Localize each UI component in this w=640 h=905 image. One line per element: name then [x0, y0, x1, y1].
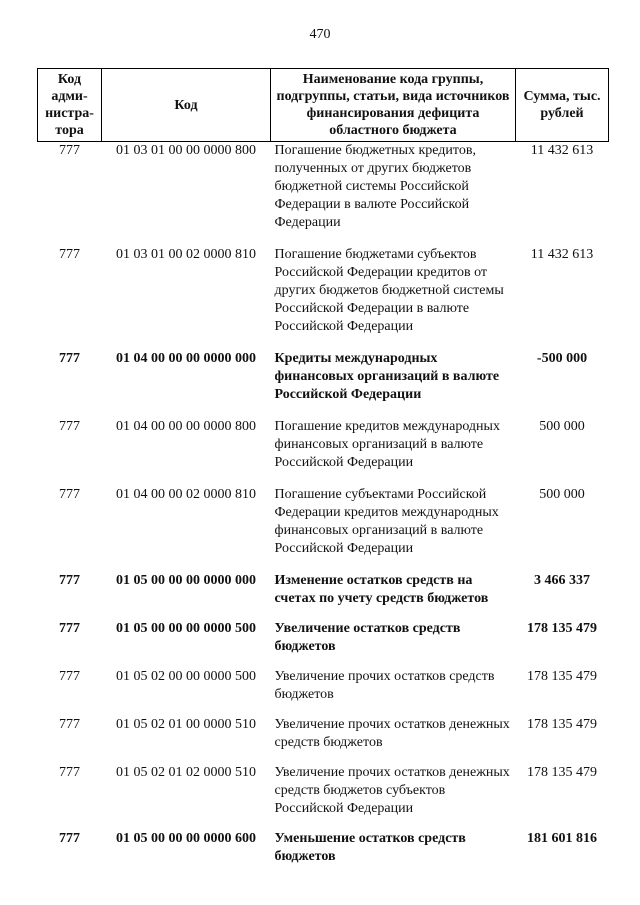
cell-code: 01 03 01 00 02 0000 810 [116, 247, 256, 262]
cell-code: 01 05 02 00 00 0000 500 [116, 669, 256, 684]
table-row [38, 668, 609, 716]
cell-code: 01 04 00 00 00 0000 000 [116, 351, 256, 366]
cell-name: Изменение остатков средств на счетах по учету средств бюджетов [274, 573, 489, 606]
cell-admin: 777 [59, 351, 80, 366]
cell-name: Погашение бюджетами субъектов Российской Федерации кредитов от других бюджетов бюджетной системы Российской Федерации в валюте Российской Федерации [274, 247, 504, 334]
table-row [38, 620, 609, 668]
cell-sum: 11 432 613 [530, 247, 594, 262]
cell-sum: 181 601 816 [527, 831, 597, 846]
cell-name: Увеличение прочих остатков денежных средств бюджетов субъектов Российской Федерации [274, 765, 510, 816]
cell-admin: 777 [59, 621, 80, 636]
cell-code: 01 04 00 00 00 0000 800 [116, 419, 256, 434]
cell-code: 01 05 00 00 00 0000 600 [116, 831, 256, 846]
cell-name: Погашение бюджетных кредитов, полученных от других бюджетов бюджетной системы Российской Федерации в валюте Российской Федерации [274, 143, 476, 230]
cell-name: Погашение кредитов международных финансовых организаций в валюте Российской Федерации [274, 419, 500, 470]
cell-code: 01 05 02 01 02 0000 510 [116, 765, 256, 780]
table-row [38, 830, 609, 866]
cell-name: Увеличение остатков средств бюджетов [274, 621, 461, 654]
cell-admin: 777 [59, 247, 80, 262]
cell-admin: 777 [59, 419, 80, 434]
cell-sum: 500 000 [539, 487, 585, 502]
cell-admin: 777 [59, 143, 80, 158]
cell-admin: 777 [59, 717, 80, 732]
table-row [38, 572, 609, 620]
cell-admin: 777 [59, 765, 80, 780]
table-row [38, 486, 609, 572]
cell-sum: 178 135 479 [527, 765, 597, 780]
cell-name: Уменьшение остатков средств бюджетов [274, 831, 466, 864]
cell-admin: 777 [59, 669, 80, 684]
page-number: 470 [309, 27, 331, 42]
header-sum: Сумма, тыс. рублей [516, 69, 609, 142]
table-row [38, 246, 609, 350]
cell-code: 01 04 00 00 02 0000 810 [116, 487, 256, 502]
table-row [38, 142, 609, 247]
cell-code: 01 05 00 00 00 0000 500 [116, 621, 256, 636]
cell-sum: -500 000 [536, 351, 588, 366]
header-admin-code: Код адми-нистра-тора [38, 69, 102, 142]
cell-name: Увеличение прочих остатков денежных средств бюджетов [274, 717, 510, 750]
table-row [38, 716, 609, 764]
cell-sum: 3 466 337 [534, 573, 590, 588]
cell-name: Погашение субъектами Российской Федерации кредитов международных финансовых организаций в валюте Российской Федерации [274, 487, 499, 556]
cell-sum: 178 135 479 [527, 669, 597, 684]
table-header-row [38, 69, 609, 142]
cell-sum: 500 000 [539, 419, 585, 434]
sources-table [37, 68, 609, 866]
table-row [38, 418, 609, 486]
cell-admin: 777 [59, 573, 80, 588]
cell-code: 01 05 02 01 00 0000 510 [116, 717, 256, 732]
cell-sum: 178 135 479 [527, 717, 597, 732]
cell-code: 01 03 01 00 00 0000 800 [116, 143, 256, 158]
cell-admin: 777 [59, 487, 80, 502]
cell-sum: 178 135 479 [527, 621, 597, 636]
cell-code: 01 05 00 00 00 0000 000 [116, 573, 256, 588]
cell-name: Увеличение прочих остатков средств бюджетов [274, 669, 495, 702]
cell-admin: 777 [59, 831, 80, 846]
cell-name: Кредиты международных финансовых организаций в валюте Российской Федерации [274, 351, 500, 402]
cell-sum: 11 432 613 [530, 143, 594, 158]
table-row [38, 350, 609, 418]
header-name: Наименование кода группы, подгруппы, статьи, вида источников финансирования дефицита областного бюджета [271, 69, 516, 142]
header-code: Код [102, 69, 271, 142]
table-row [38, 764, 609, 830]
